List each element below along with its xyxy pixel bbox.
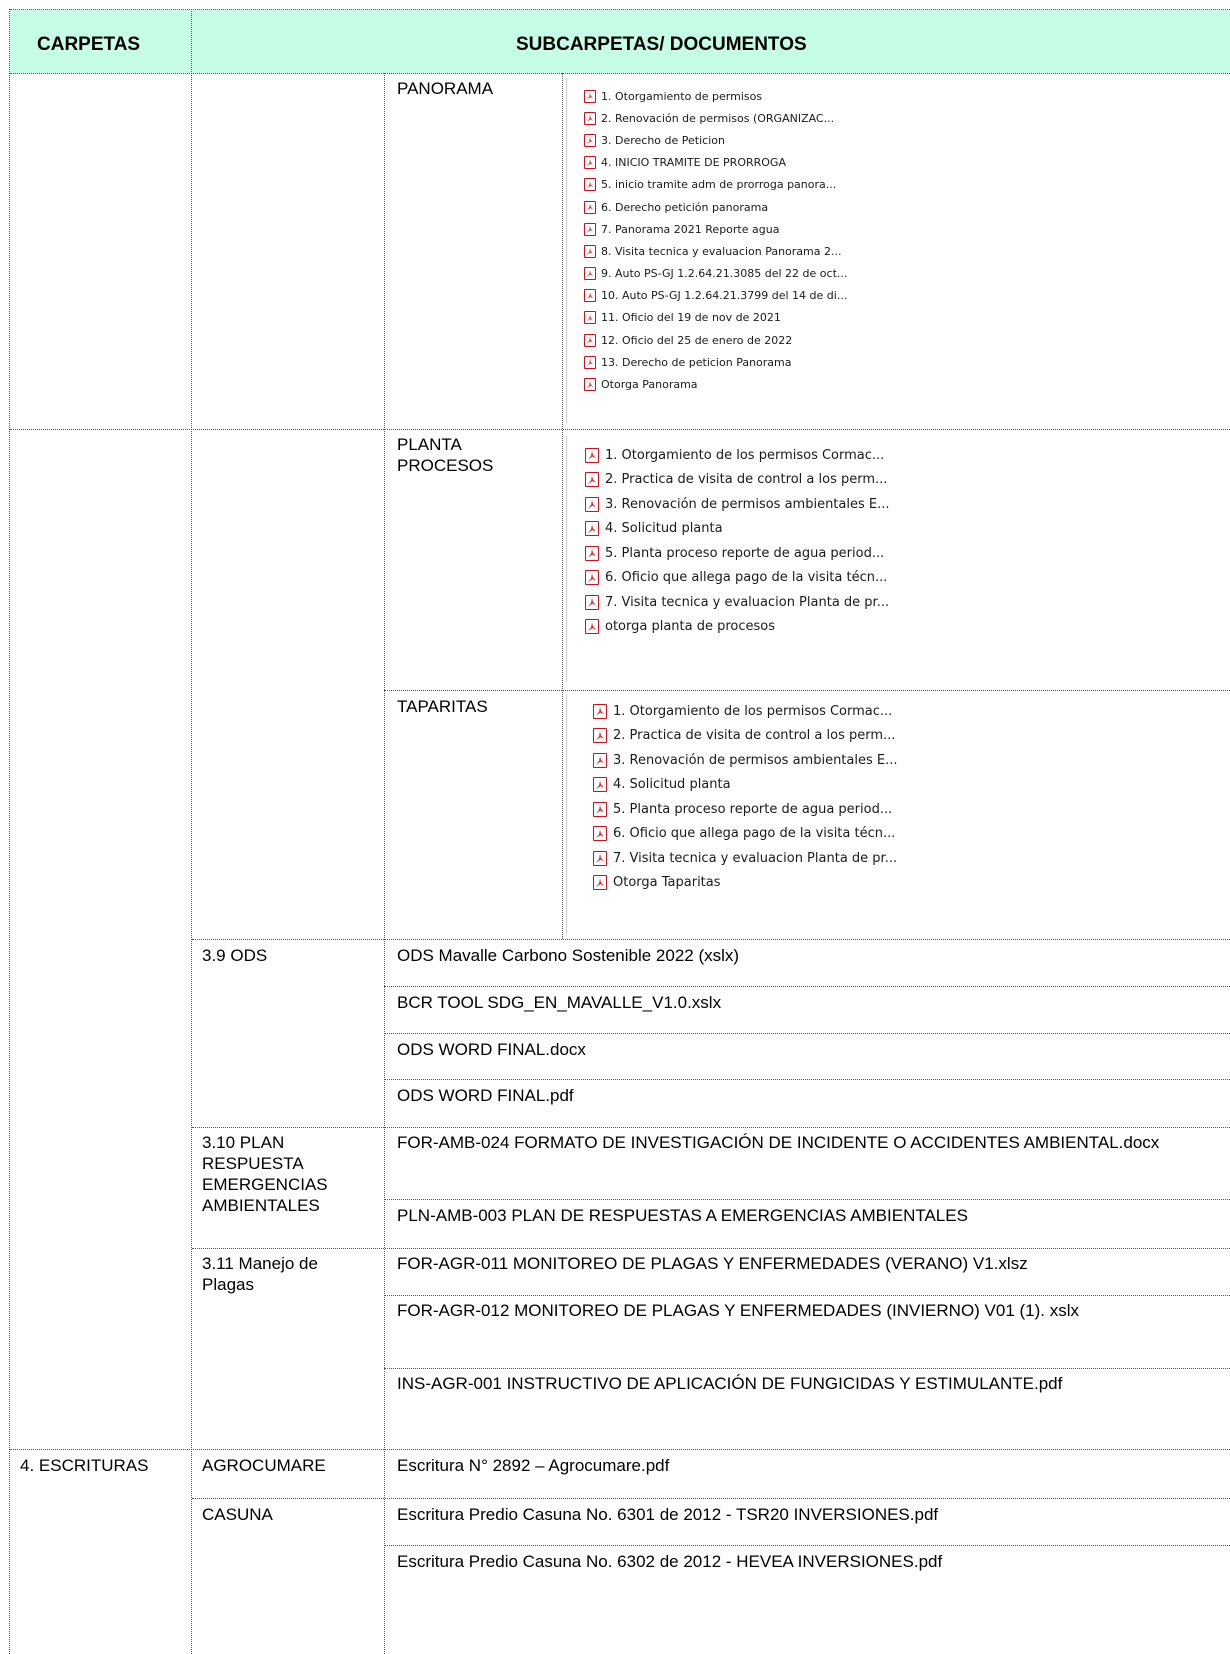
subfolder-taparitas: TAPARITAS [397, 697, 488, 716]
pdf-file-icon [593, 802, 607, 817]
pdf-file-icon [584, 378, 596, 391]
file-name: 2. Practica de visita de control a los perm... [613, 728, 896, 744]
file-item[interactable] [584, 307, 847, 329]
pdf-file-icon [585, 448, 599, 463]
doc-casuna-1: Escritura Predio Casuna No. 6302 de 2012 - HEVEA INVERSIONES.pdf [397, 1552, 943, 1571]
grid-line [562, 73, 563, 939]
file-name: 6. Derecho petición panorama [601, 200, 769, 214]
file-name: 5. inicio tramite adm de prorroga panora... [601, 178, 837, 192]
subfolder-casuna: CASUNA [202, 1505, 273, 1524]
file-name: 7. Visita tecnica y evaluacion Planta de pr... [605, 594, 890, 610]
pdf-file-icon [593, 704, 607, 719]
doc-ods-3: ODS WORD FINAL.pdf [397, 1086, 574, 1105]
subfolder-panorama: PANORAMA [397, 79, 494, 98]
file-name: 6. Oficio que allega pago de la visita técn... [605, 570, 888, 586]
subfolder-planta-procesos: PLANTA PROCESOS [397, 435, 494, 475]
header-carpetas: CARPETAS [37, 34, 141, 55]
pdf-file-icon [585, 570, 599, 585]
file-item[interactable] [585, 443, 890, 468]
file-item[interactable] [584, 263, 847, 285]
file-item[interactable] [585, 492, 890, 517]
file-name: 3. Derecho de Peticion [601, 133, 725, 147]
file-name: 3. Renovación de permisos ambientales E... [605, 496, 890, 512]
file-name: 3. Renovación de permisos ambientales E... [613, 752, 898, 768]
pdf-file-icon [593, 826, 607, 841]
doc-plan-0: FOR-AMB-024 FORMATO DE INVESTIGACIÓN DE INCIDENTE O ACCIDENTES AMBIENTAL.docx [397, 1133, 1160, 1152]
subfolder-agrocumare: AGROCUMARE [202, 1456, 326, 1475]
explorer-panel-edge [566, 436, 567, 682]
doc-ods-0: ODS Mavalle Carbono Sostenible 2022 (xslx) [397, 946, 740, 965]
pdf-file-icon [584, 112, 596, 125]
pdf-file-icon [584, 223, 596, 236]
doc-plagas-2: INS-AGR-001 INSTRUCTIVO DE APLICACIÓN DE FUNGICIDAS Y ESTIMULANTE.pdf [397, 1374, 1063, 1393]
header-subcarpetas: SUBCARPETAS/ DOCUMENTOS [516, 34, 807, 55]
file-name: 4. Solicitud planta [613, 777, 731, 793]
file-item[interactable] [584, 329, 847, 351]
doc-agrocumare-0: Escritura N° 2892 – Agrocumare.pdf [397, 1456, 670, 1475]
grid-line [384, 986, 1230, 987]
file-item[interactable] [593, 797, 898, 822]
grid-line [384, 1368, 1230, 1369]
subfolder-plan-respuesta: 3.10 PLAN RESPUESTA EMERGENCIAS AMBIENTALES [202, 1133, 328, 1215]
file-item[interactable] [584, 85, 847, 107]
file-item[interactable] [593, 822, 898, 847]
file-item[interactable] [593, 748, 898, 773]
pdf-file-icon [585, 546, 599, 561]
pdf-file-icon [585, 619, 599, 634]
file-name: 9. Auto PS-GJ 1.2.64.21.3085 del 22 de oct... [601, 267, 848, 281]
pdf-file-icon [584, 356, 596, 369]
file-item[interactable] [593, 846, 898, 871]
file-item[interactable] [593, 699, 898, 724]
grid-line [384, 1545, 1230, 1546]
file-name: Otorga Taparitas [613, 875, 721, 891]
file-item[interactable] [584, 218, 847, 240]
file-item[interactable] [585, 541, 890, 566]
grid-line [10, 73, 1230, 74]
file-name: 1. Otorgamiento de los permisos Cormac... [613, 703, 893, 719]
pdf-file-icon [585, 497, 599, 512]
file-name: 5. Planta proceso reporte de agua period... [613, 801, 893, 817]
file-list-taparitas [593, 699, 898, 895]
file-item[interactable] [584, 152, 847, 174]
file-item[interactable] [585, 468, 890, 493]
file-item[interactable] [584, 129, 847, 151]
grid-line [192, 939, 1230, 940]
file-name: 8. Visita tecnica y evaluacion Panorama 2... [601, 244, 842, 258]
file-name: 2. Practica de visita de control a los perm... [605, 472, 888, 488]
pdf-file-icon [585, 521, 599, 536]
file-name: 1. Otorgamiento de permisos [601, 89, 763, 103]
folder-escrituras: 4. ESCRITURAS [20, 1456, 149, 1475]
file-name: 13. Derecho de peticion Panorama [601, 355, 792, 369]
doc-casuna-0: Escritura Predio Casuna No. 6301 de 2012 - TSR20 INVERSIONES.pdf [397, 1505, 939, 1524]
grid-line [9, 9, 10, 1654]
file-item[interactable] [585, 590, 890, 615]
pdf-file-icon [584, 134, 596, 147]
pdf-file-icon [584, 311, 596, 324]
file-item[interactable] [585, 615, 890, 640]
file-item[interactable] [584, 285, 847, 307]
pdf-file-icon [593, 777, 607, 792]
file-name: otorga planta de procesos [605, 619, 776, 635]
file-name: 1. Otorgamiento de los permisos Cormac... [605, 447, 885, 463]
grid-line [384, 1199, 1230, 1200]
subfolder-manejo-plagas: 3.11 Manejo de Plagas [202, 1254, 318, 1294]
subfolder-ods: 3.9 ODS [202, 946, 268, 965]
doc-plagas-0: FOR-AGR-011 MONITOREO DE PLAGAS Y ENFERMEDADES (VERANO) V1.xlsz [397, 1254, 1028, 1273]
file-item[interactable] [593, 773, 898, 798]
pdf-file-icon [584, 334, 596, 347]
grid-line [384, 1295, 1230, 1296]
pdf-file-icon [584, 178, 596, 191]
file-name: 4. Solicitud planta [605, 521, 723, 537]
file-item[interactable] [584, 107, 847, 129]
file-item[interactable] [584, 196, 847, 218]
grid-line [10, 429, 1230, 430]
explorer-panel-edge [566, 78, 567, 423]
grid-line [192, 1498, 1230, 1499]
doc-plan-1: PLN-AMB-003 PLAN DE RESPUESTAS A EMERGENCIAS AMBIENTALES [397, 1206, 968, 1225]
pdf-file-icon [584, 245, 596, 258]
pdf-file-icon [593, 851, 607, 866]
file-item[interactable] [584, 174, 847, 196]
grid-line [384, 1079, 1230, 1080]
pdf-file-icon [585, 595, 599, 610]
grid-line [192, 1248, 1230, 1249]
grid-line [384, 690, 1230, 691]
file-name: 7. Visita tecnica y evaluacion Planta de pr... [613, 850, 898, 866]
grid-line [384, 1033, 1230, 1034]
doc-ods-2: ODS WORD FINAL.docx [397, 1040, 586, 1059]
file-item[interactable] [585, 517, 890, 542]
pdf-file-icon [593, 753, 607, 768]
grid-line [192, 1127, 1230, 1128]
file-item[interactable] [593, 724, 898, 749]
file-name: Otorga Panorama [601, 378, 698, 392]
file-name: 4. INICIO TRAMITE DE PRORROGA [601, 156, 786, 170]
file-item[interactable] [584, 373, 847, 395]
file-list-planta [585, 443, 890, 639]
grid-line [10, 1449, 1230, 1450]
file-item[interactable] [585, 566, 890, 591]
file-name: 11. Oficio del 19 de nov de 2021 [601, 311, 781, 325]
pdf-file-icon [585, 472, 599, 487]
file-list-panorama [584, 85, 847, 396]
file-name: 10. Auto PS-GJ 1.2.64.21.3799 del 14 de di... [601, 289, 848, 303]
pdf-file-icon [584, 289, 596, 302]
grid-line [191, 9, 192, 1654]
pdf-file-icon [593, 875, 607, 890]
pdf-file-icon [584, 267, 596, 280]
grid-line [10, 9, 1230, 10]
file-item[interactable] [584, 240, 847, 262]
file-item[interactable] [593, 871, 898, 896]
pdf-file-icon [584, 156, 596, 169]
pdf-file-icon [584, 90, 596, 103]
doc-plagas-1: FOR-AGR-012 MONITOREO DE PLAGAS Y ENFERMEDADES (INVIERNO) V01 (1). xslx [397, 1301, 1080, 1320]
explorer-panel-edge [566, 694, 567, 934]
file-name: 5. Planta proceso reporte de agua period... [605, 545, 885, 561]
grid-line [384, 73, 385, 1654]
file-item[interactable] [584, 351, 847, 373]
file-name: 2. Renovación de permisos (ORGANIZAC... [601, 111, 835, 125]
pdf-file-icon [584, 201, 596, 214]
file-name: 12. Oficio del 25 de enero de 2022 [601, 333, 793, 347]
pdf-file-icon [593, 728, 607, 743]
file-name: 7. Panorama 2021 Reporte agua [601, 222, 780, 236]
file-name: 6. Oficio que allega pago de la visita técn... [613, 826, 896, 842]
doc-ods-1: BCR TOOL SDG_EN_MAVALLE_V1.0.xslx [397, 993, 722, 1012]
